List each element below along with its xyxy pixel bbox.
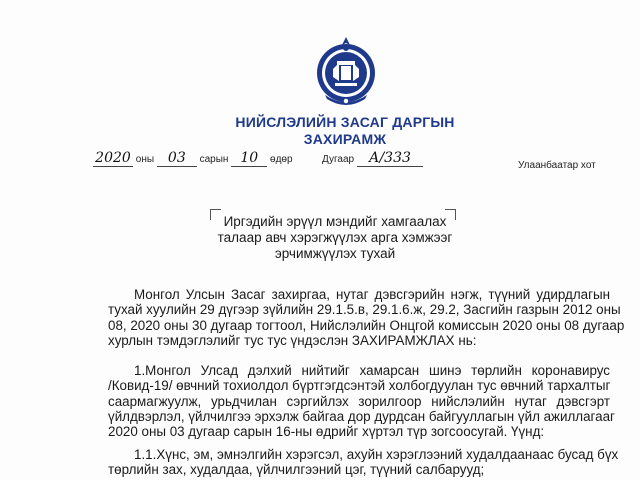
paragraph-line: 1.Монгол Улсад дэлхий нийтийг хамарсан шинэ төрлийн коронавирус bbox=[134, 363, 610, 378]
document-type: ЗАХИРАМЖ bbox=[303, 131, 387, 147]
decree-subject bbox=[200, 214, 470, 262]
paragraph-line: төрлийн зах, худалдаа, үйлчилгээний цэг, түүний салбарууд; bbox=[108, 462, 485, 478]
paragraph-line: Монгол Улсын Засаг захиргаа, нутаг дэвсгэрийн нэгж, түүний удирдлагын bbox=[134, 287, 610, 302]
state-emblem-icon bbox=[315, 33, 377, 109]
paragraph-line: 08, 2020 оны 30 дугаар тогтоол, Нийслэлийн Онцгой комиссын 2020 оны 08 дугаар bbox=[108, 317, 625, 333]
date-year-suffix: оны bbox=[135, 154, 155, 165]
preamble-paragraph bbox=[108, 287, 625, 348]
paragraph-line: /Ковид-19/ өвчний тохиолдол бүртгэгдсэнтэй холбогдуулан тус өвчний тархалтыг bbox=[108, 378, 611, 394]
date-day: 10 bbox=[231, 150, 267, 167]
date-day-suffix: өдөр bbox=[270, 154, 293, 165]
issuing-authority bbox=[230, 114, 460, 148]
subject-line: эрчимжүүлэх тухай bbox=[274, 246, 396, 261]
city-label: Улаанбаатар хот bbox=[518, 160, 596, 171]
paragraph-line: тухай хуулийн 29 дүгээр зүйлийн 29.1.5.в, 29.1.6.ж, 29.2, Засгийн газрын 2012 оны bbox=[108, 302, 621, 318]
paragraph-line: үйлдвэрлэл, үйлчилгээ эрхэлж байгаа дор дурдсан байгууллагын үйл ажиллагааг bbox=[108, 408, 615, 424]
date-field bbox=[93, 150, 293, 167]
paragraph-line: саармагжуулж, урьдчилан сэргийлэх зорилгоор нийслэлийн нутаг дэвсгэрт bbox=[108, 393, 610, 409]
clause-1-paragraph bbox=[108, 363, 615, 440]
clause-1-1-paragraph bbox=[108, 447, 619, 478]
date-year: 2020 bbox=[93, 150, 133, 167]
date-month: 03 bbox=[157, 150, 197, 167]
number-label: Дугаар bbox=[322, 154, 355, 165]
paragraph-line: 1.1.Хүнс, эм, эмнэлгийн хэрэгсэл, ахуйн хэрэглээний худалдаанаас бусад бүх bbox=[134, 447, 619, 462]
number-field bbox=[322, 150, 423, 167]
paragraph-line: хурлын тэмдэглэлийг тус тус үндэслэн ЗАХИРАМЖЛАХ нь: bbox=[108, 332, 477, 348]
paragraph-line: 2020 оны 03 дугаар сарын 16-ны өдрийг хүртэл түр зогсоосугай. Үүнд: bbox=[108, 424, 545, 440]
subject-line: Иргэдийн эрүүл мэндийг хамгаалах bbox=[223, 214, 447, 229]
document-number: А/333 bbox=[357, 150, 423, 167]
subject-line: талаар авч хэрэгжүүлэх арга хэмжээг bbox=[217, 230, 453, 245]
date-month-suffix: сарын bbox=[199, 154, 229, 165]
authority-name: НИЙСЛЭЛИЙН ЗАСАГ ДАРГЫН bbox=[235, 114, 455, 130]
